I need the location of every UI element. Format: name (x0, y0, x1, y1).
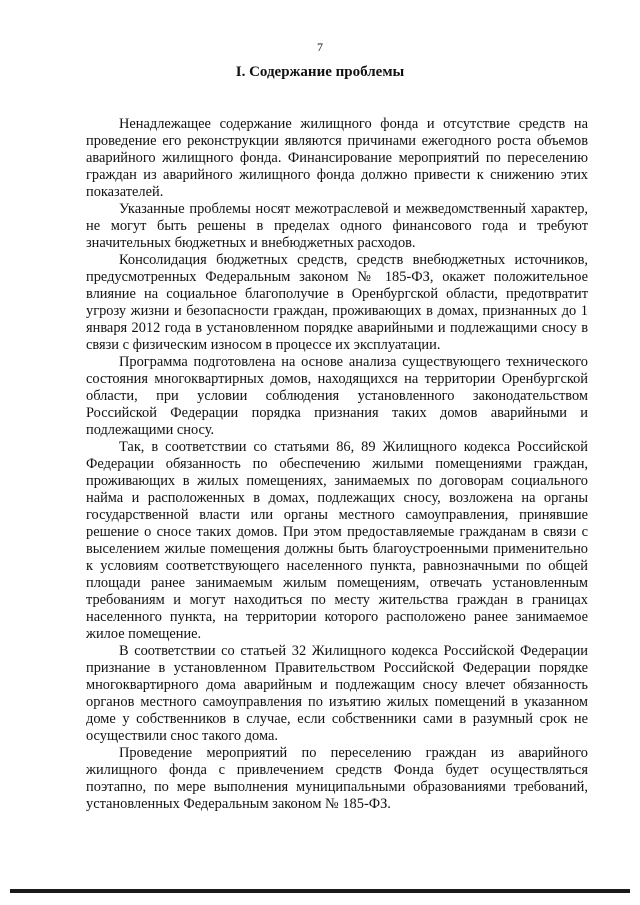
paragraph: Программа подготовлена на основе анализа существующего технического состояния многоквартирных домов, находящихся на территории Оренбургской области, при условии соблюдения установленного законодательством Российской Федерации порядка признания таких домов аварийными и подлежащими сносу. (86, 354, 588, 438)
paragraph: Так, в соответствии со статьями 86, 89 Жилищного кодекса Российской Федерации обязанность по обеспечению жилыми помещениями граждан, проживающих в жилых помещениях, занимаемых по договорам социального найма и расположенных в домах, подлежащих сносу, возложена на органы государственной власти или органы местного самоуправления, принявшие решение о сносе таких домов. При этом предоставляемые гражданам в связи с выселением жилые помещения должны быть благоустроенными применительно к условиям соответствующего населенного пункта, равнозначными по общей площади ранее занимаемым жилым помещениям, отвечать установленным требованиям и могут находиться по месту жительства граждан в границах населенного пункта, на территории которого расположено ранее занимаемое жилое помещение. (86, 439, 588, 642)
paragraph: Проведение мероприятий по переселению граждан из аварийного жилищного фонда с привлечением средств Фонда будет осуществляться поэтапно, по мере выполнения муниципальными образованиями требований, установленных Федеральным законом № 185-ФЗ. (86, 745, 588, 812)
section-title: I. Содержание проблемы (235, 64, 405, 80)
paragraph: Указанные проблемы носят межотраслевой и межведомственный характер, не могут быть решены в пределах одного финансового года и требуют значительных бюджетных и внебюджетных расходов. (86, 201, 588, 251)
paragraph: Ненадлежащее содержание жилищного фонда и отсутствие средств на проведение его реконструкции являются причинами ежегодного роста объемов аварийного жилищного фонда. Финансирование мероприятий по переселению граждан из аварийного жилищного фонда должно привести к снижению этих показателей. (86, 116, 588, 200)
body-text (86, 116, 588, 813)
bottom-scan-edge (10, 889, 630, 893)
paragraph: В соответствии со статьей 32 Жилищного кодекса Российской Федерации признание в установленном Правительством Российской Федерации порядке многоквартирного дома аварийным и подлежащим сносу влечет обязанность органов местного самоуправления по изъятию жилых помещений в указанном доме у собственников в случае, если собственники сами в разумный срок не осуществили снос такого дома. (86, 643, 588, 744)
page-number: 7 (317, 40, 323, 54)
paragraph: Консолидация бюджетных средств, средств внебюджетных источников, предусмотренных Федеральным законом № 185-ФЗ, окажет положительное влияние на социальное благополучие в Оренбургской области, предотвратит угрозу жизни и безопасности граждан, проживающих в домах, признанных до 1 января 2012 года в установленном порядке аварийными и подлежащими сносу в связи с физическим износом в процессе их эксплуатации. (86, 252, 588, 353)
